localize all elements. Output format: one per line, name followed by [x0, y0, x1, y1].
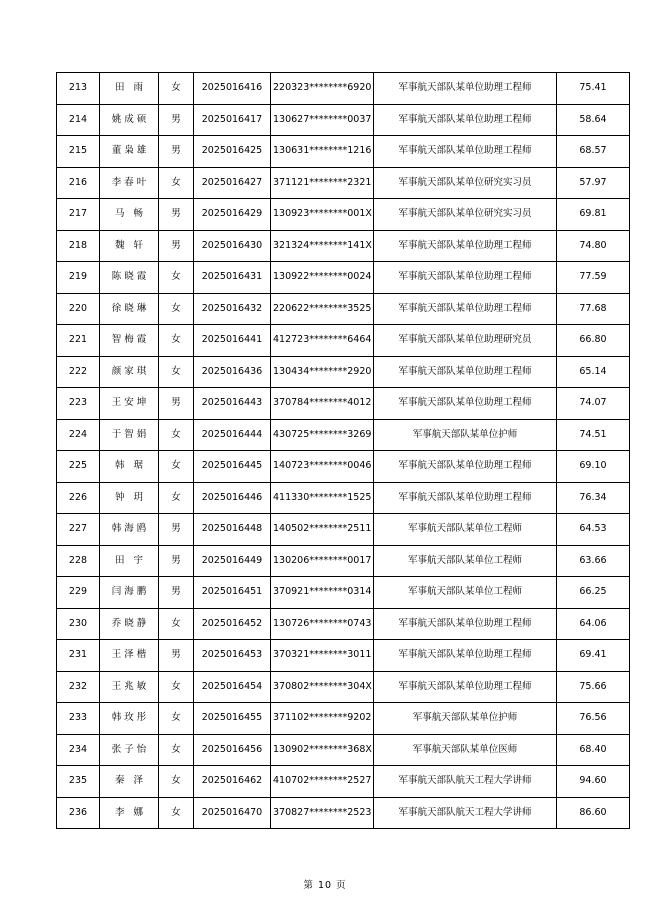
cell-ticket: 2025016416	[194, 73, 271, 105]
cell-score: 77.68	[557, 293, 630, 325]
cell-gender: 女	[159, 325, 194, 357]
cell-gender: 女	[159, 262, 194, 294]
cell-post: 军事航天部队某单位研究实习员	[374, 167, 557, 199]
cell-name: 钟 玥	[100, 482, 159, 514]
cell-gender: 男	[159, 199, 194, 231]
cell-id: 140723********0046	[271, 451, 374, 483]
table-row	[57, 73, 630, 105]
cell-ticket: 2025016470	[194, 797, 271, 829]
cell-name: 乔晓静	[100, 608, 159, 640]
table-row	[57, 671, 630, 703]
cell-seq: 221	[57, 325, 100, 357]
cell-seq: 218	[57, 230, 100, 262]
cell-id: 371102********9202	[271, 703, 374, 735]
table-row	[57, 797, 630, 829]
table-row	[57, 199, 630, 231]
cell-id: 411330********1525	[271, 482, 374, 514]
cell-gender: 男	[159, 545, 194, 577]
cell-score: 75.41	[557, 73, 630, 105]
cell-id: 410702********2527	[271, 766, 374, 798]
cell-post: 军事航天部队某单位助理工程师	[374, 640, 557, 672]
cell-gender: 男	[159, 388, 194, 420]
table-row	[57, 703, 630, 735]
cell-id: 220323********6920	[271, 73, 374, 105]
cell-ticket: 2025016441	[194, 325, 271, 357]
cell-gender: 女	[159, 356, 194, 388]
cell-score: 66.80	[557, 325, 630, 357]
cell-seq: 215	[57, 136, 100, 168]
cell-id: 130726********0743	[271, 608, 374, 640]
cell-score: 74.07	[557, 388, 630, 420]
cell-ticket: 2025016452	[194, 608, 271, 640]
cell-score: 64.06	[557, 608, 630, 640]
cell-ticket: 2025016446	[194, 482, 271, 514]
cell-name: 姚成硕	[100, 104, 159, 136]
cell-post: 军事航天部队某单位助理工程师	[374, 356, 557, 388]
cell-gender: 男	[159, 577, 194, 609]
cell-id: 130922********0024	[271, 262, 374, 294]
cell-name: 闫海鹏	[100, 577, 159, 609]
cell-ticket: 2025016444	[194, 419, 271, 451]
cell-seq: 219	[57, 262, 100, 294]
cell-ticket: 2025016430	[194, 230, 271, 262]
cell-post: 军事航天部队某单位工程师	[374, 514, 557, 546]
cell-id: 371121********2321	[271, 167, 374, 199]
cell-ticket: 2025016432	[194, 293, 271, 325]
cell-gender: 男	[159, 230, 194, 262]
cell-seq: 224	[57, 419, 100, 451]
cell-id: 130206********0017	[271, 545, 374, 577]
cell-seq: 220	[57, 293, 100, 325]
cell-post: 军事航天部队某单位助理工程师	[374, 262, 557, 294]
cell-seq: 216	[57, 167, 100, 199]
table-row	[57, 640, 630, 672]
cell-seq: 228	[57, 545, 100, 577]
cell-post: 军事航天部队某单位助理工程师	[374, 104, 557, 136]
cell-seq: 222	[57, 356, 100, 388]
cell-name: 王泽楷	[100, 640, 159, 672]
cell-post: 军事航天部队航天工程大学讲师	[374, 797, 557, 829]
cell-post: 军事航天部队某单位助理工程师	[374, 482, 557, 514]
table-row	[57, 230, 630, 262]
cell-id: 140502********2511	[271, 514, 374, 546]
cell-name: 王安坤	[100, 388, 159, 420]
cell-name: 李 娜	[100, 797, 159, 829]
cell-id: 430725********3269	[271, 419, 374, 451]
cell-gender: 女	[159, 482, 194, 514]
cell-post: 军事航天部队某单位研究实习员	[374, 199, 557, 231]
cell-name: 韩 琚	[100, 451, 159, 483]
cell-id: 220622********3525	[271, 293, 374, 325]
cell-score: 63.66	[557, 545, 630, 577]
cell-id: 370827********2523	[271, 797, 374, 829]
cell-gender: 男	[159, 640, 194, 672]
cell-score: 64.53	[557, 514, 630, 546]
cell-seq: 231	[57, 640, 100, 672]
cell-score: 69.10	[557, 451, 630, 483]
cell-gender: 男	[159, 514, 194, 546]
cell-name: 张子怡	[100, 734, 159, 766]
table-row	[57, 514, 630, 546]
cell-seq: 226	[57, 482, 100, 514]
cell-id: 130631********1216	[271, 136, 374, 168]
cell-gender: 女	[159, 608, 194, 640]
cell-id: 370784********4012	[271, 388, 374, 420]
table-row	[57, 388, 630, 420]
cell-seq: 225	[57, 451, 100, 483]
cell-name: 徐晓琳	[100, 293, 159, 325]
cell-score: 77.59	[557, 262, 630, 294]
cell-id: 130923********001X	[271, 199, 374, 231]
cell-gender: 男	[159, 136, 194, 168]
cell-score: 74.51	[557, 419, 630, 451]
cell-post: 军事航天部队某单位工程师	[374, 577, 557, 609]
cell-id: 370321********3011	[271, 640, 374, 672]
cell-score: 75.66	[557, 671, 630, 703]
cell-gender: 女	[159, 73, 194, 105]
cell-seq: 214	[57, 104, 100, 136]
table-row	[57, 419, 630, 451]
cell-gender: 女	[159, 167, 194, 199]
cell-ticket: 2025016448	[194, 514, 271, 546]
cell-gender: 女	[159, 797, 194, 829]
cell-name: 田 宇	[100, 545, 159, 577]
cell-post: 军事航天部队某单位助理工程师	[374, 671, 557, 703]
table-row	[57, 545, 630, 577]
cell-seq: 229	[57, 577, 100, 609]
cell-name: 马 畅	[100, 199, 159, 231]
cell-name: 王兆敏	[100, 671, 159, 703]
cell-post: 军事航天部队某单位助理工程师	[374, 136, 557, 168]
cell-gender: 女	[159, 293, 194, 325]
table-row	[57, 734, 630, 766]
cell-id: 412723********6464	[271, 325, 374, 357]
cell-score: 74.80	[557, 230, 630, 262]
cell-ticket: 2025016455	[194, 703, 271, 735]
cell-name: 智梅霞	[100, 325, 159, 357]
table-row	[57, 293, 630, 325]
cell-post: 军事航天部队某单位助理工程师	[374, 73, 557, 105]
cell-score: 57.97	[557, 167, 630, 199]
cell-seq: 227	[57, 514, 100, 546]
table-row	[57, 104, 630, 136]
cell-id: 130902********368X	[271, 734, 374, 766]
cell-name: 于智娟	[100, 419, 159, 451]
cell-name: 韩海鸥	[100, 514, 159, 546]
cell-score: 68.57	[557, 136, 630, 168]
cell-score: 76.56	[557, 703, 630, 735]
cell-ticket: 2025016436	[194, 356, 271, 388]
cell-score: 69.41	[557, 640, 630, 672]
cell-score: 65.14	[557, 356, 630, 388]
cell-name: 陈晓霞	[100, 262, 159, 294]
cell-seq: 235	[57, 766, 100, 798]
cell-name: 董枭雄	[100, 136, 159, 168]
cell-name: 颜家琪	[100, 356, 159, 388]
cell-ticket: 2025016454	[194, 671, 271, 703]
cell-score: 58.64	[557, 104, 630, 136]
cell-gender: 女	[159, 734, 194, 766]
cell-score: 94.60	[557, 766, 630, 798]
cell-ticket: 2025016456	[194, 734, 271, 766]
cell-post: 军事航天部队航天工程大学讲师	[374, 766, 557, 798]
table-row	[57, 356, 630, 388]
cell-seq: 213	[57, 73, 100, 105]
cell-name: 李春叶	[100, 167, 159, 199]
cell-post: 军事航天部队某单位助理工程师	[374, 388, 557, 420]
cell-name: 田 雨	[100, 73, 159, 105]
cell-seq: 223	[57, 388, 100, 420]
candidate-results-table	[56, 72, 630, 829]
cell-ticket: 2025016427	[194, 167, 271, 199]
table-row	[57, 325, 630, 357]
cell-id: 370921********0314	[271, 577, 374, 609]
cell-gender: 女	[159, 419, 194, 451]
page-number-footer: 第 10 页	[303, 880, 347, 891]
cell-name: 魏 轩	[100, 230, 159, 262]
table-body	[57, 73, 630, 829]
cell-post: 军事航天部队某单位助理工程师	[374, 230, 557, 262]
cell-post: 军事航天部队某单位护师	[374, 703, 557, 735]
cell-ticket: 2025016453	[194, 640, 271, 672]
cell-seq: 233	[57, 703, 100, 735]
cell-gender: 女	[159, 766, 194, 798]
cell-id: 370802********304X	[271, 671, 374, 703]
cell-score: 68.40	[557, 734, 630, 766]
table-row	[57, 262, 630, 294]
table-row	[57, 451, 630, 483]
cell-ticket: 2025016451	[194, 577, 271, 609]
table-row	[57, 577, 630, 609]
cell-post: 军事航天部队某单位助理工程师	[374, 451, 557, 483]
cell-post: 军事航天部队某单位护师	[374, 419, 557, 451]
table-row	[57, 482, 630, 514]
cell-post: 军事航天部队某单位工程师	[374, 545, 557, 577]
cell-score: 76.34	[557, 482, 630, 514]
cell-ticket: 2025016462	[194, 766, 271, 798]
cell-name: 秦 泽	[100, 766, 159, 798]
table-row	[57, 167, 630, 199]
cell-seq: 230	[57, 608, 100, 640]
cell-score: 69.81	[557, 199, 630, 231]
cell-id: 130434********2920	[271, 356, 374, 388]
cell-score: 66.25	[557, 577, 630, 609]
cell-post: 军事航天部队某单位医师	[374, 734, 557, 766]
table-row	[57, 136, 630, 168]
cell-gender: 女	[159, 703, 194, 735]
cell-post: 军事航天部队某单位助理工程师	[374, 293, 557, 325]
cell-ticket: 2025016431	[194, 262, 271, 294]
cell-id: 321324********141X	[271, 230, 374, 262]
cell-ticket: 2025016417	[194, 104, 271, 136]
cell-ticket: 2025016443	[194, 388, 271, 420]
cell-ticket: 2025016425	[194, 136, 271, 168]
cell-post: 军事航天部队某单位助理研究员	[374, 325, 557, 357]
cell-score: 86.60	[557, 797, 630, 829]
cell-ticket: 2025016449	[194, 545, 271, 577]
cell-post: 军事航天部队某单位助理工程师	[374, 608, 557, 640]
cell-name: 韩玫彤	[100, 703, 159, 735]
cell-gender: 男	[159, 104, 194, 136]
cell-id: 130627********0037	[271, 104, 374, 136]
cell-ticket: 2025016445	[194, 451, 271, 483]
cell-gender: 女	[159, 451, 194, 483]
cell-seq: 232	[57, 671, 100, 703]
table-row	[57, 608, 630, 640]
cell-seq: 234	[57, 734, 100, 766]
table-row	[57, 766, 630, 798]
cell-gender: 女	[159, 671, 194, 703]
cell-seq: 217	[57, 199, 100, 231]
cell-seq: 236	[57, 797, 100, 829]
cell-ticket: 2025016429	[194, 199, 271, 231]
